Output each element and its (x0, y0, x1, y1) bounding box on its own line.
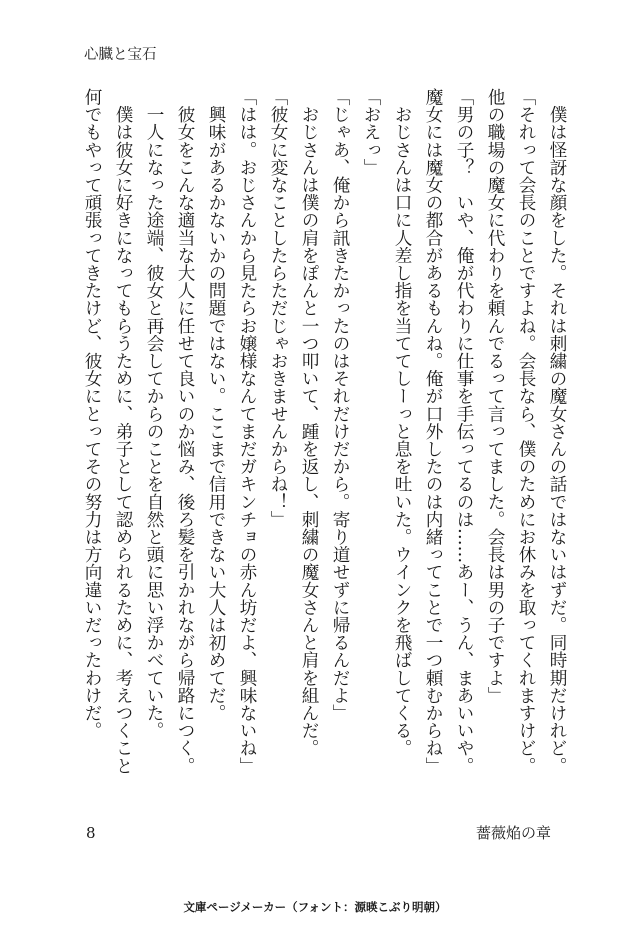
running-head-title: 心臓と宝石 (84, 47, 157, 63)
text-line: 「それって会長のことですよね。会長なら、僕のためにお休みを取ってくれますけど。 (516, 88, 536, 775)
text-line: 「おえっ」 (361, 88, 381, 176)
text-line: 僕は彼女に好きになってもらうために、弟子として認められるために、考えつくこと (113, 88, 133, 775)
generator-credit: 文庫ページメーカー（フォント：源暎こぶり明朝） (183, 900, 447, 914)
chapter-title: 薔薇焔の章 (475, 824, 551, 842)
text-line: 「はは。おじさんから見たらお嬢様なんてまだガキンチョの赤ん坊だよ、興味ないね」 (237, 88, 257, 775)
text-line: 「彼女に変なことしたらただじゃおきませんからね！」 (268, 88, 288, 528)
text-line: 「男の子？ いや、俺が代わりに仕事を手伝ってるのは……あー、うん、まあいいや。 (454, 88, 474, 775)
text-line: 彼女をこんな適当な大人に任せて良いのか悩み、後ろ髪を引かれながら帰路につく。 (175, 88, 195, 775)
page-number: 8 (86, 824, 96, 842)
text-line: 魔女には魔女の都合があるもんね。俺が口外したのは内緒ってことで一つ頼むからね」 (423, 88, 443, 775)
text-line: 何でもやって頑張ってきたけど、彼女にとってその努力は方向違いだったわけだ。 (82, 88, 102, 740)
text-line: 一人になった途端、彼女と再会してからのことを自然と頭に思い浮かべていた。 (144, 88, 164, 740)
text-line: 「じゃあ、俺から訊きたかったのはそれだけだから。寄り道せずに帰るんだよ」 (330, 88, 350, 722)
text-line: 他の職場の魔女に代わりを頼んでるって言ってました。会長は男の子ですよ」 (485, 88, 505, 704)
text-line: おじさんは僕の肩をぽんと一つ叩いて、踵を返し、刺繍の魔女さんと肩を組んだ。 (299, 88, 319, 757)
text-line: 興味があるかないかの問題ではない。ここまで信用できない大人は初めてだ。 (206, 88, 226, 722)
text-line: おじさんは口に人差し指を当ててしーっと息を吐いた。ウインクを飛ばしてくる。 (392, 88, 412, 757)
text-line: 僕は怪訝な顔をした。それは刺繍の魔女さんの話ではないはずだ。同時期だけれど。 (547, 88, 567, 775)
body-text (76, 88, 572, 793)
